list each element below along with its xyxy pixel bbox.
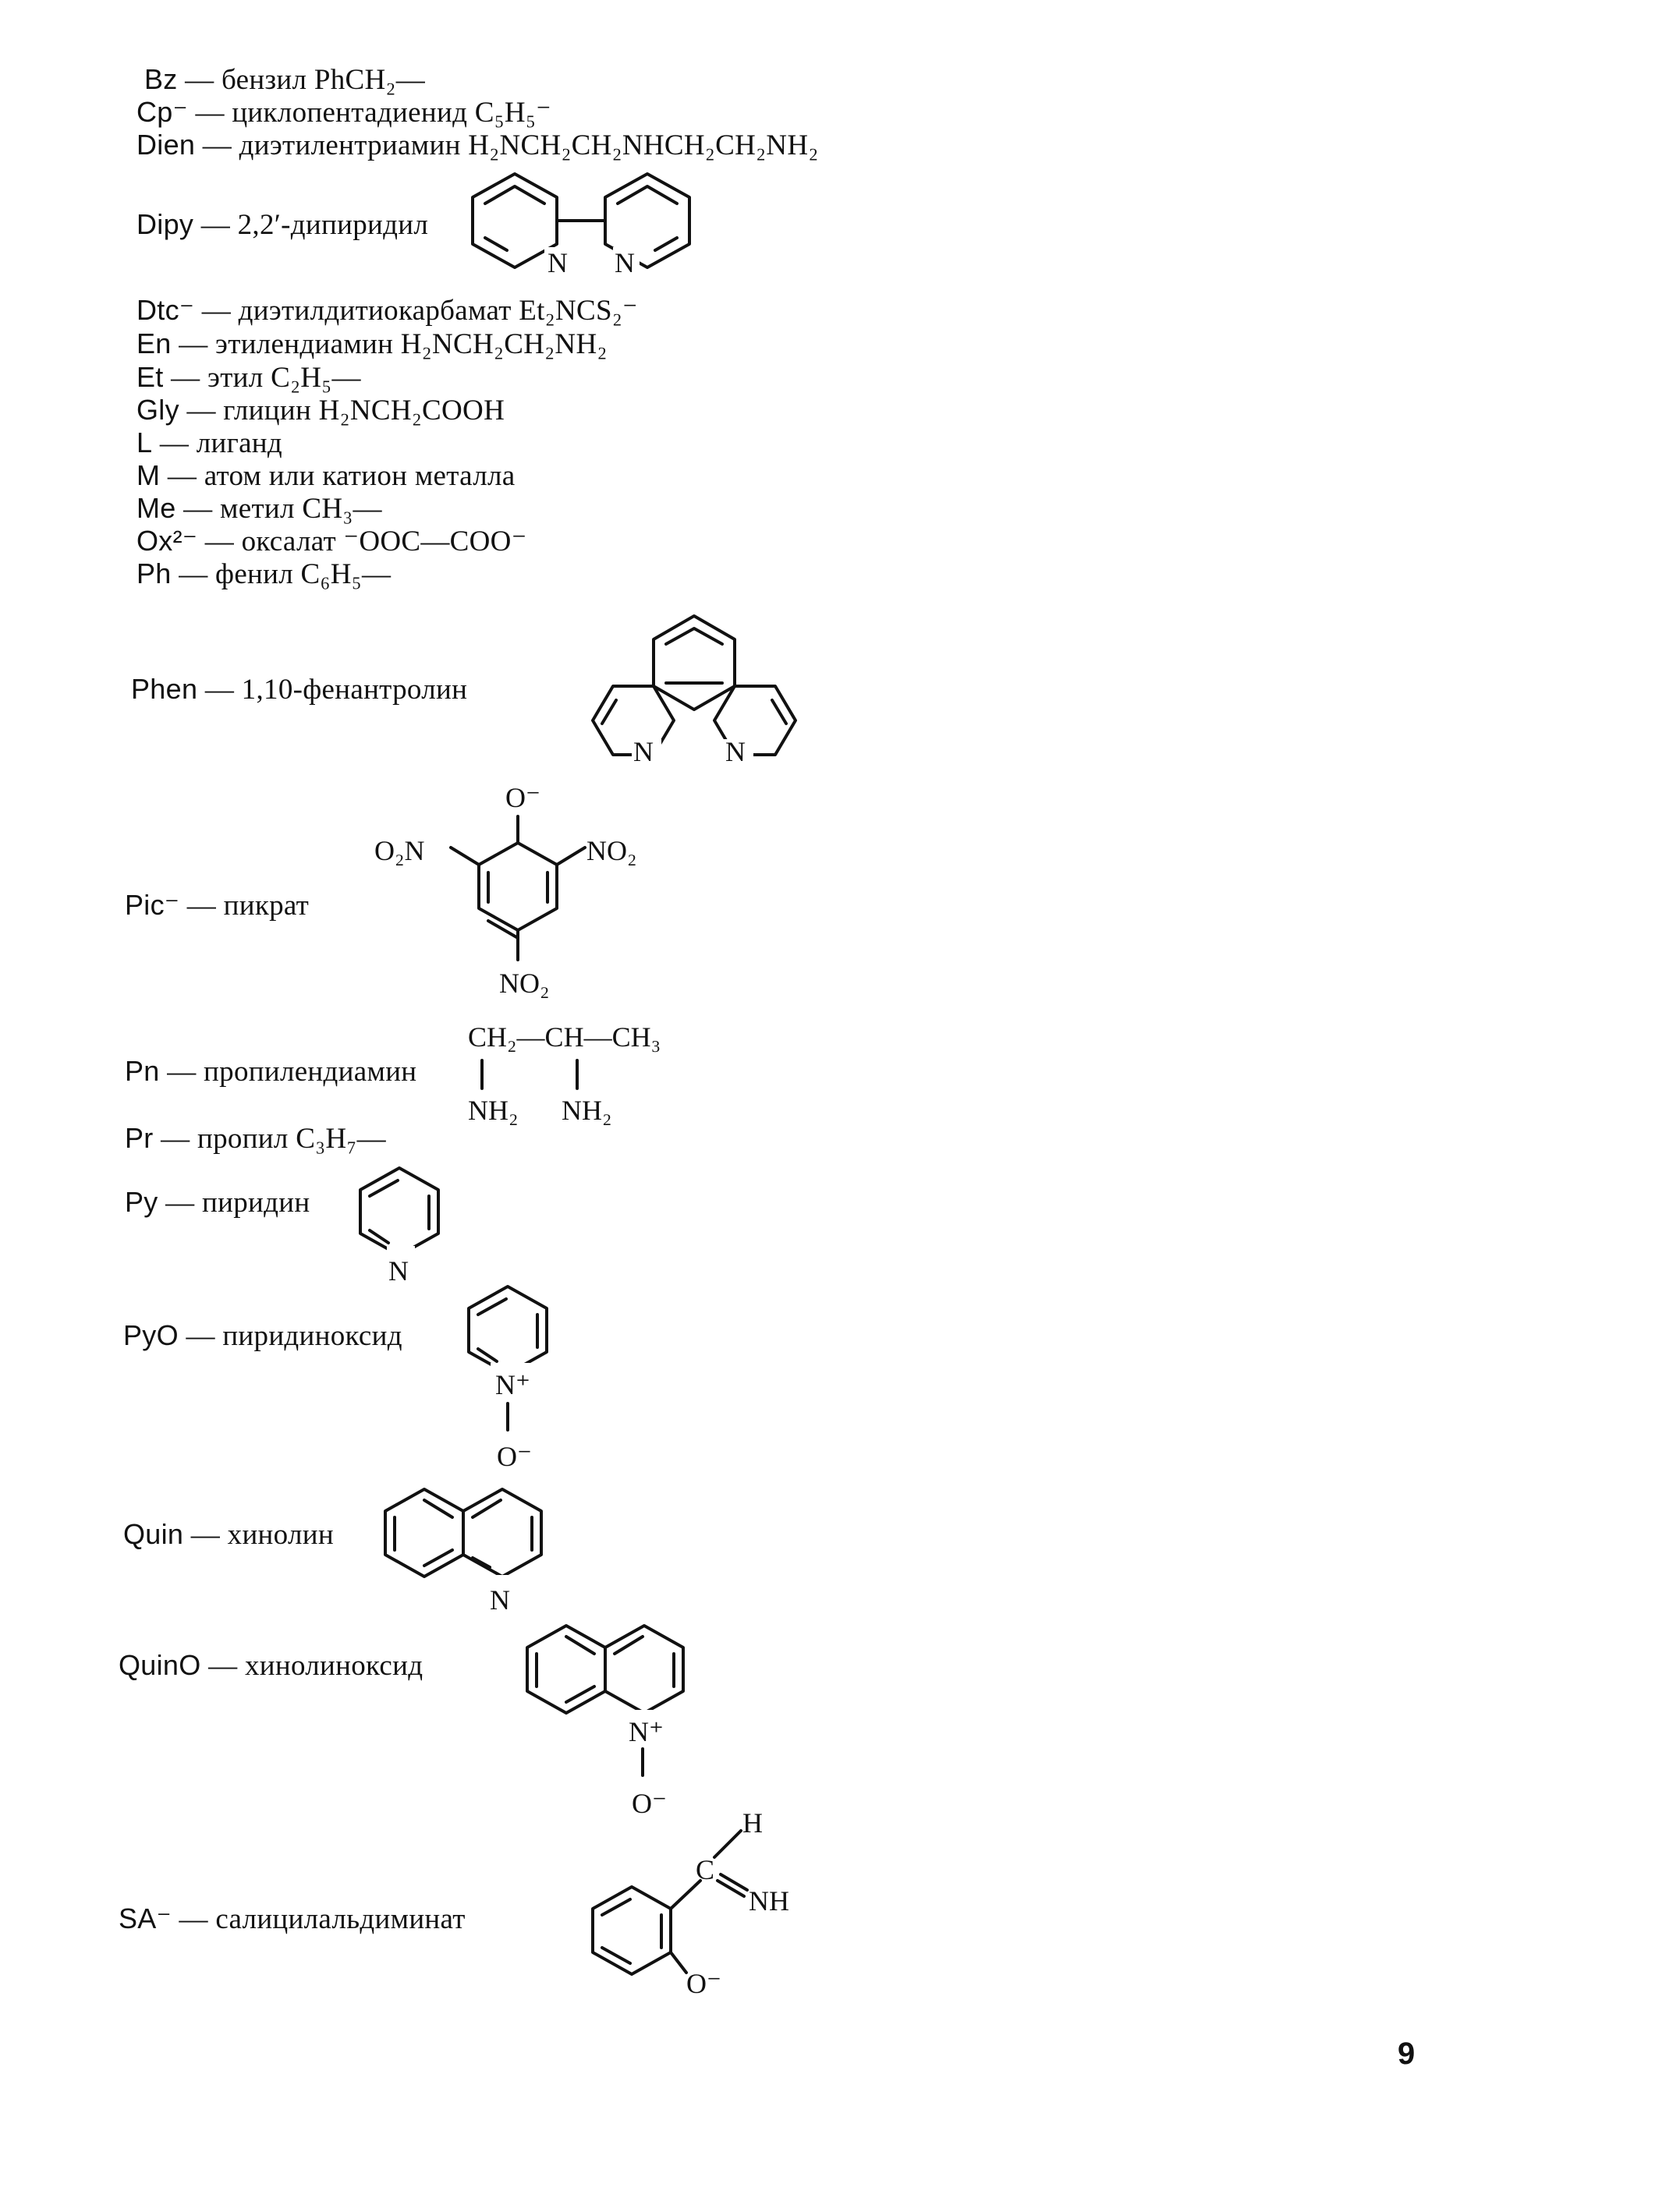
entry-dtc	[136, 296, 638, 325]
entry-abbr: QuinO	[119, 1649, 201, 1681]
pn-structure	[460, 1014, 718, 1131]
entry-text: — лиганд	[152, 427, 283, 459]
entry-text: — диэтилдитиокарбамат Et₂NCS₂⁻	[194, 295, 638, 327]
entry-abbr: Pic⁻	[125, 889, 180, 921]
entry-ox	[136, 527, 527, 556]
entry-text: — салицилальдиминат	[171, 1903, 466, 1935]
pic-structure	[367, 776, 694, 1025]
entry-gly	[136, 396, 505, 425]
entry-abbr: Quin	[123, 1518, 184, 1550]
entry-text: — этил C₂H₅—	[163, 362, 361, 394]
pyo-structure	[456, 1279, 573, 1481]
entry-text: — фенил C₆H₅—	[171, 558, 392, 590]
entry-abbr: Gly	[136, 394, 179, 426]
entry-abbr: PyO	[123, 1319, 179, 1351]
entry-text: — глицин H₂NCH₂COOH	[179, 395, 505, 426]
entry-phen	[131, 675, 467, 704]
pn-nh2-left: NH₂	[468, 1095, 519, 1126]
entry-abbr: SA⁻	[119, 1902, 172, 1934]
pn-nh2-right: NH₂	[562, 1095, 612, 1126]
entry-text: — 2,2′-дипиридил	[193, 209, 429, 241]
dipy-n1: N	[547, 247, 568, 278]
pyo-o: O⁻	[497, 1441, 532, 1472]
entry-text: — пропил C₃H₇—	[153, 1123, 386, 1155]
entry-text: — метил CH₃—	[175, 493, 382, 525]
entry-abbr: Dtc⁻	[136, 294, 195, 326]
pic-oxygen: O⁻	[505, 782, 540, 813]
entry-abbr: M	[136, 459, 161, 491]
entry-pr	[125, 1124, 386, 1153]
sa-structure	[562, 1809, 811, 2012]
entry-abbr: Et	[136, 361, 164, 393]
entry-quino	[119, 1651, 423, 1680]
sa-nh: NH	[749, 1885, 789, 1916]
entry-abbr: Dien	[136, 129, 196, 161]
entry-quin	[123, 1520, 334, 1549]
dipy-structure	[452, 168, 764, 285]
entry-pic	[125, 891, 309, 920]
phen-structure	[562, 608, 827, 764]
entry-abbr: Phen	[131, 673, 198, 705]
sa-c: C	[696, 1854, 715, 1885]
entry-abbr: Py	[125, 1186, 158, 1218]
entry-dipy	[136, 208, 429, 241]
entry-abbr: Pr	[125, 1122, 154, 1154]
entry-abbr: Cp⁻	[136, 96, 188, 128]
quin-n: N	[490, 1584, 510, 1616]
py-n: N	[388, 1255, 409, 1286]
entry-abbr: En	[136, 327, 172, 359]
quino-n: N⁺	[629, 1716, 664, 1747]
entry-text: — пиридиноксид	[178, 1320, 402, 1352]
entry-bz	[144, 65, 425, 94]
entry-text: — пиридин	[158, 1187, 310, 1219]
phen-n2: N	[725, 736, 746, 764]
entry-cp	[136, 98, 551, 127]
entry-sa	[119, 1902, 466, 1935]
entry-abbr: Ph	[136, 557, 172, 589]
entry-text: — хинолин	[183, 1519, 334, 1551]
entry-et	[136, 363, 361, 392]
entry-ph	[136, 557, 392, 590]
quino-structure	[515, 1618, 702, 1828]
entry-en	[136, 327, 608, 360]
pn-chain: CH₂—CH—CH₃	[468, 1021, 661, 1053]
entry-me	[136, 494, 382, 523]
pic-no2-right: NO₂	[586, 835, 637, 866]
entry-pyo	[123, 1319, 402, 1352]
page-number: 9	[1398, 2037, 1416, 2071]
entry-l	[136, 426, 283, 459]
entry-text: — 1,10-фенантролин	[197, 674, 468, 706]
entry-text: — хинолиноксид	[200, 1650, 423, 1682]
sa-h: H	[742, 1809, 763, 1839]
entry-abbr: Ox²⁻	[136, 525, 198, 557]
entry-abbr: L	[136, 426, 153, 458]
sa-o: O⁻	[686, 1968, 721, 1999]
quino-o: O⁻	[632, 1788, 667, 1819]
entry-text: — циклопентадиенид C₅H₅⁻	[187, 97, 551, 129]
dipy-n2: N	[615, 247, 635, 278]
pyo-n: N⁺	[495, 1369, 530, 1400]
entry-py	[125, 1188, 310, 1217]
entry-text: — оксалат ⁻OOC—COO⁻	[197, 526, 527, 557]
pic-no2-left: O₂N	[374, 835, 425, 866]
entry-pn	[125, 1057, 416, 1086]
entry-abbr: Dipy	[136, 208, 194, 240]
entry-text: — этилендиамин H₂NCH₂CH₂NH₂	[171, 328, 608, 360]
entry-dien	[136, 131, 819, 160]
py-structure	[351, 1162, 460, 1294]
entry-text: — диэтилентриамин H₂NCH₂CH₂NHCH₂CH₂NH₂	[195, 129, 819, 161]
phen-n1: N	[633, 736, 654, 764]
entry-text: — пропилендиамин	[159, 1056, 417, 1088]
entry-text: — атом или катион металла	[160, 460, 516, 492]
entry-text: — пикрат	[179, 890, 310, 922]
pic-no2-bottom: NO₂	[499, 968, 550, 999]
quin-structure	[373, 1481, 552, 1622]
entry-m	[136, 459, 516, 492]
entry-abbr: Pn	[125, 1055, 160, 1087]
entry-abbr: Bz	[144, 63, 178, 95]
entry-abbr: Me	[136, 492, 176, 524]
entry-text: — бензил PhCH₂—	[177, 64, 425, 96]
